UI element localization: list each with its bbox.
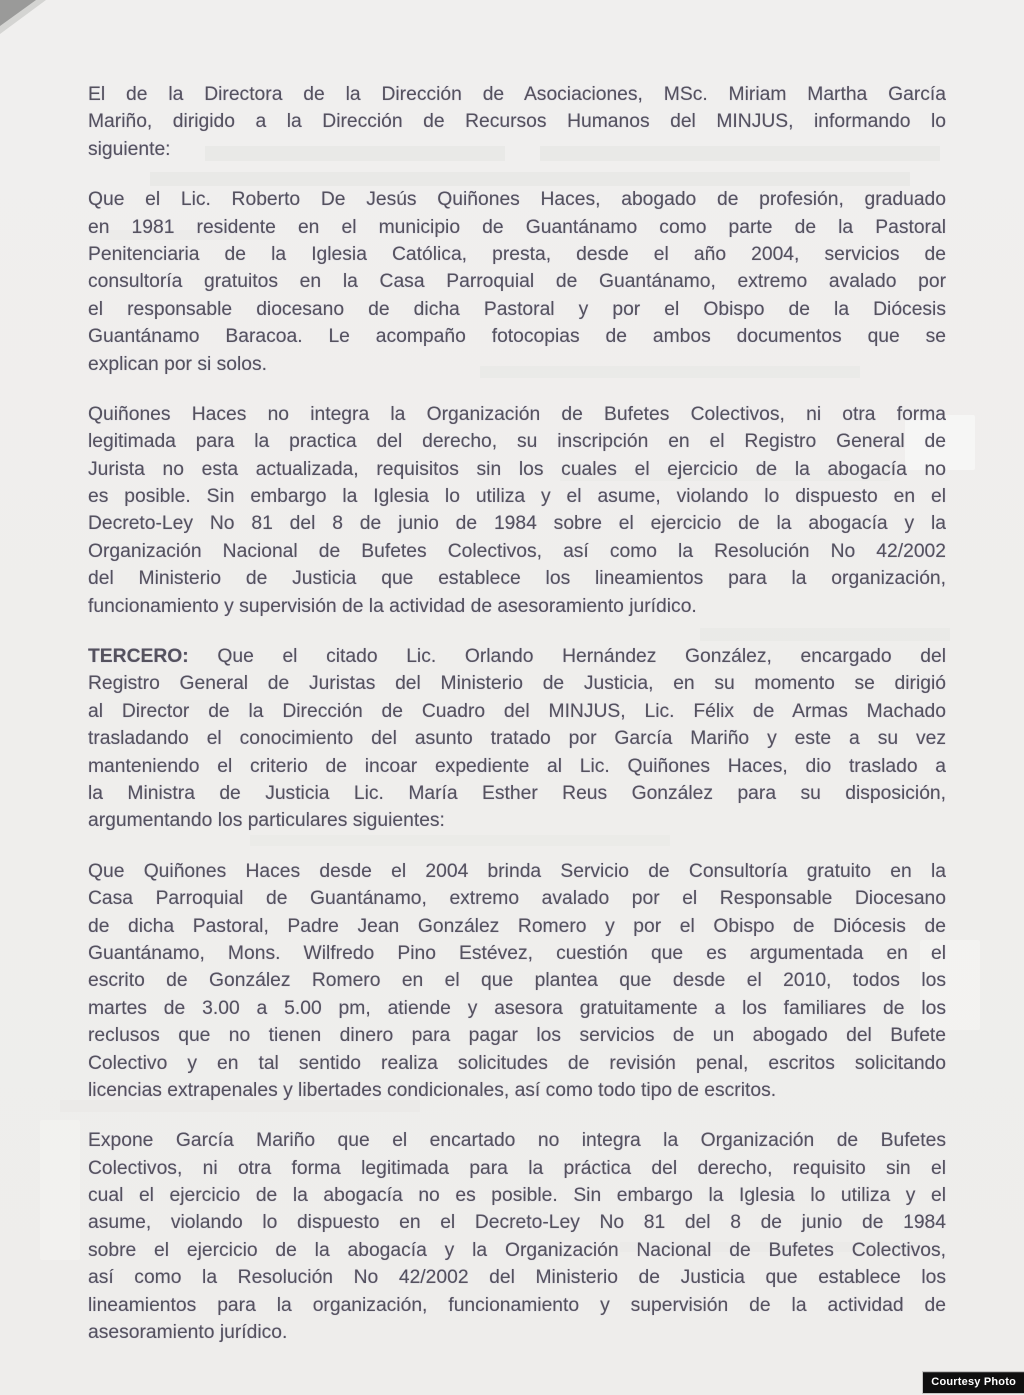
text-line <box>88 643 946 670</box>
text-line: Penitenciaria de la Iglesia Católica, presta, desde el año 2004, servicios de <box>88 243 946 265</box>
text-line: Decreto-Ley No 81 del 8 de junio de 1984 sobre el ejercicio de la abogacía y la <box>88 513 946 535</box>
text-line: es posible. Sin embargo la Iglesia lo utiliza y el asume, violando lo dispuesto en el <box>88 486 946 508</box>
text-line: Guantánamo, Mons. Wilfredo Pino Estévez, cuestión que es argumentada en el <box>88 942 946 964</box>
text-line: cual el ejercicio de la abogacía no es posible. Sin embargo la Iglesia lo utiliza y el <box>88 1185 946 1207</box>
text-line: trasladando el conocimiento del asunto tratado por García Mariño y este a su vez <box>88 728 946 750</box>
text-line: Casa Parroquial de Guantánamo, extremo avalado por el Responsable Diocesano <box>88 888 946 910</box>
text-line: manteniendo el criterio de incoar expediente al Lic. Quiñones Haces, dio traslado a <box>88 755 946 777</box>
text-line: Colectivo y en tal sentido realiza solicitudes de revisión penal, escritos solicitando <box>88 1052 946 1074</box>
text-line: Jurista no esta actualizada, requisitos sin los cuales el ejercicio de la abogacía no <box>88 458 946 480</box>
text-line: martes de 3.00 a 5.00 pm, atiende y asesora gratuitamente a los familiares de los <box>88 997 946 1019</box>
text-line: Registro General de Juristas del Ministerio de Justicia, en su momento se dirigió <box>88 673 946 695</box>
text-line: explican por si solos. <box>88 353 267 375</box>
text-line: asesoramiento jurídico. <box>88 1322 288 1344</box>
text-line: Colectivos, ni otra forma legitimada para la práctica del derecho, requisito sin el <box>88 1157 946 1179</box>
text-line: escrito de González Romero en el que plantea que desde el 2010, todos los <box>88 970 946 992</box>
text-line: El de la Directora de la Dirección de Asociaciones, MSc. Miriam Martha García <box>88 84 946 105</box>
text-line: así como la Resolución No 42/2002 del Ministerio de Justicia que establece los <box>88 1267 946 1289</box>
text-line: consultoría gratuitos en la Casa Parroquial de Guantánamo, extremo avalado por <box>88 271 946 293</box>
text-line: Que el Lic. Roberto De Jesús Quiñones Haces, abogado de profesión, graduado <box>88 189 946 211</box>
paragraph-intro <box>88 81 946 163</box>
text-line: Que Quiñones Haces desde el 2004 brinda Servicio de Consultoría gratuito en la <box>88 860 946 882</box>
paragraph-consultoria <box>88 858 946 1105</box>
text-line: funcionamiento y supervisión de la actividad de asesoramiento jurídico. <box>88 595 697 617</box>
paragraph-quinones-haces <box>88 401 946 620</box>
text-line: Mariño, dirigido a la Dirección de Recursos Humanos del MINJUS, informando lo <box>88 111 946 133</box>
text-line: licencias extrapenales y libertades condicionales, así como todo tipo de escritos. <box>88 1079 777 1101</box>
courtesy-photo-badge <box>923 1372 1024 1393</box>
text-line: siguiente: <box>88 138 171 160</box>
paragraph-que-el-lic <box>88 186 946 378</box>
document-text <box>88 81 946 1369</box>
text-line: legitimada para la practica del derecho, su inscripción en el Registro General de <box>88 431 946 453</box>
paragraph-tercero <box>88 643 946 835</box>
section-label-tercero: TERCERO: <box>88 646 189 668</box>
text-line: de dicha Pastoral, Padre Jean González Romero y por el Obispo de Diócesis de <box>88 915 946 937</box>
courtesy-photo-label: Courtesy Photo <box>931 1376 1016 1388</box>
text-line: del Ministerio de Justicia que establece los lineamientos para la organización, <box>88 568 946 590</box>
text-line: en 1981 residente en el municipio de Guantánamo como parte de la Pastoral <box>88 216 946 238</box>
text-line: Guantánamo Baracoa. Le acompaño fotocopias de ambos documentos que se <box>88 326 946 348</box>
text-line: sobre el ejercicio de la abogacía y la Organización Nacional de Bufetes Colectivos, <box>88 1239 946 1261</box>
page-corner-fold-icon <box>0 0 36 26</box>
text-line: reclusos que no tienen dinero para pagar los servicios de un abogado del Bufete <box>88 1025 946 1047</box>
text-line: Organización Nacional de Bufetes Colectivos, así como la Resolución No 42/2002 <box>88 540 946 562</box>
text-line: Expone García Mariño que el encartado no integra la Organización de Bufetes <box>88 1130 946 1152</box>
text-line: el responsable diocesano de dicha Pastoral y por el Obispo de la Diócesis <box>88 298 946 320</box>
paragraph-expone-garcia <box>88 1127 946 1346</box>
text-line: Quiñones Haces no integra la Organización de Bufetes Colectivos, ni otra forma <box>88 403 946 425</box>
text-line: argumentando los particulares siguientes: <box>88 810 445 832</box>
text-line: la Ministra de Justicia Lic. María Esther Reus González para su disposición, <box>88 782 946 804</box>
text-line-rest: Que el citado Lic. Orlando Hernández González, encargado del <box>217 646 946 668</box>
text-line: al Director de la Dirección de Cuadro del MINJUS, Lic. Félix de Armas Machado <box>88 700 946 722</box>
text-line: lineamientos para la organización, funcionamiento y supervisión de la actividad de <box>88 1294 946 1316</box>
text-line: asume, violando lo dispuesto en el Decreto-Ley No 81 del 8 de junio de 1984 <box>88 1212 946 1234</box>
scan-artifact <box>40 1120 80 1260</box>
